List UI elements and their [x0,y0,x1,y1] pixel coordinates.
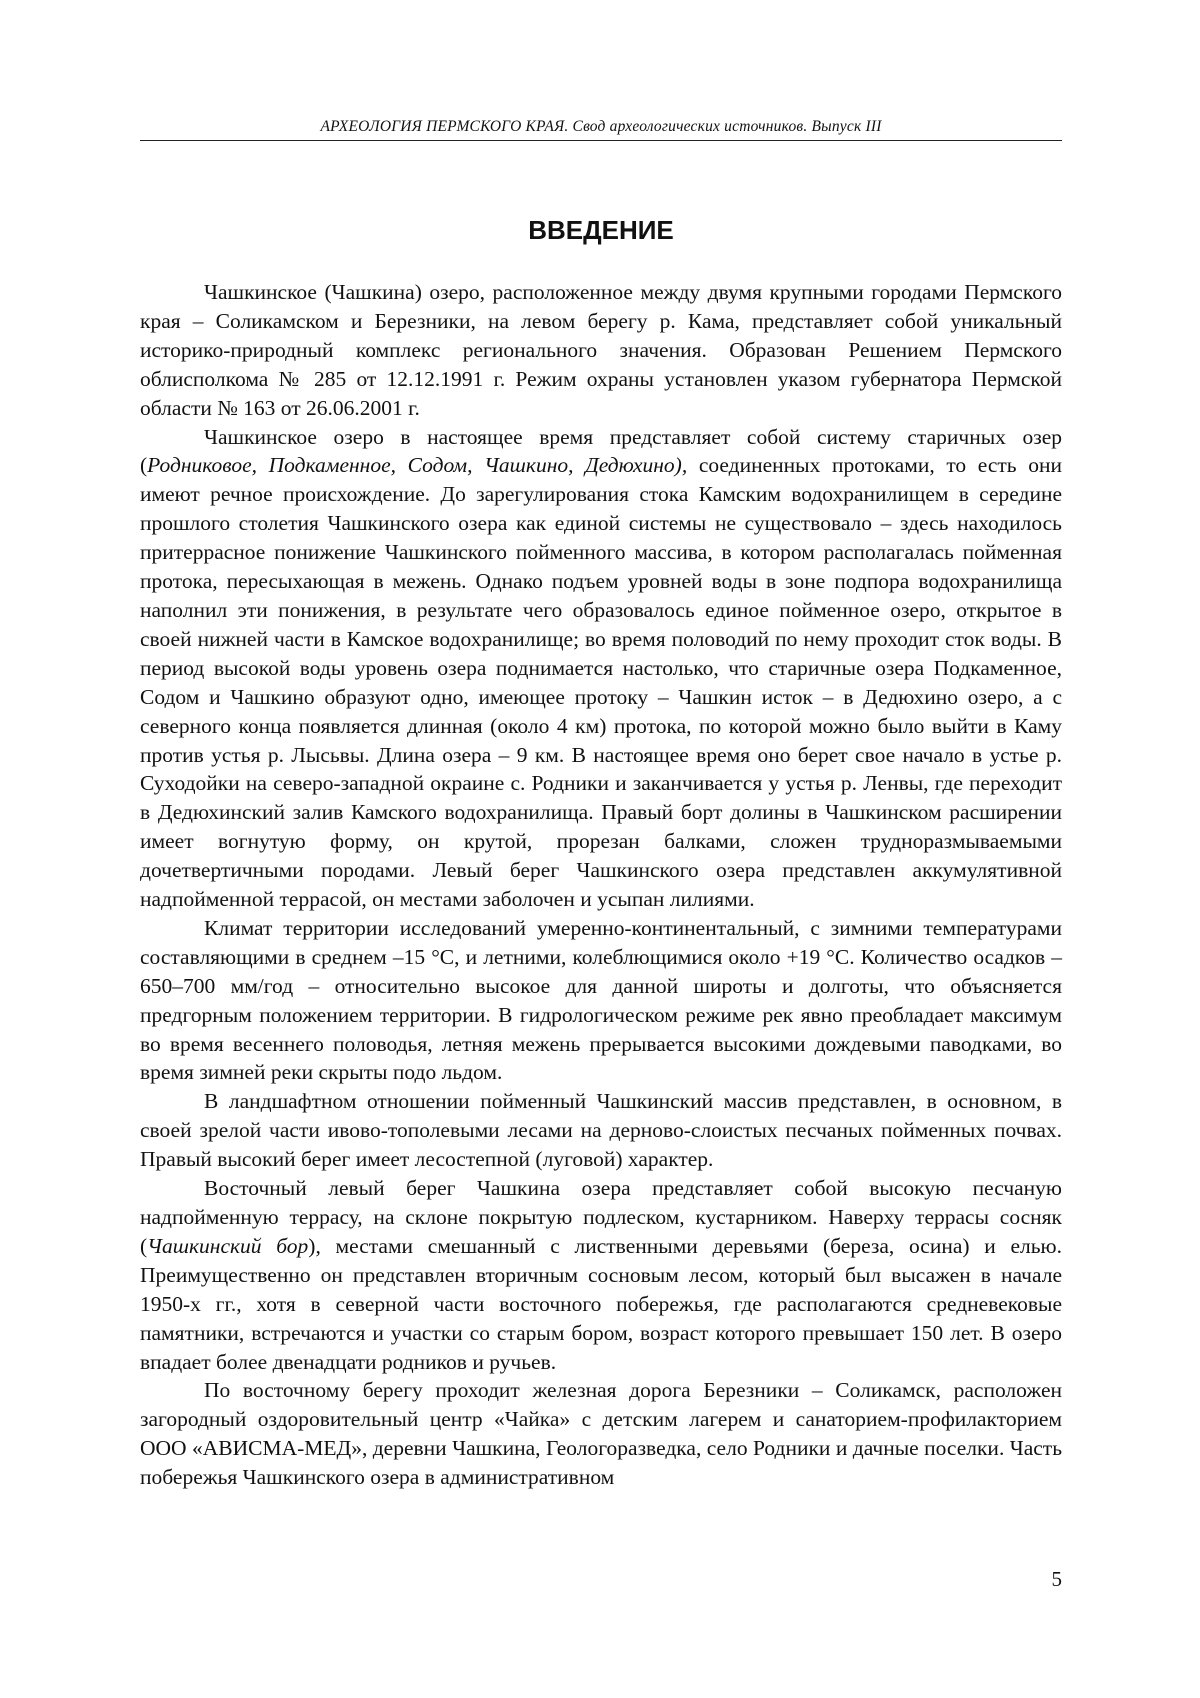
page-number: 5 [1051,1567,1062,1591]
forest-name: Чашкинский бор [147,1233,309,1258]
paragraph-text: Чашкинское озеро в настоящее время представляет собой систему старичных озер ( [140,424,1062,478]
paragraph: Климат территории исследований умеренно-континентальный, с зимними температурами составляющими в среднем –15 °С, и летними, колеблющимися около +19 °С. Количество осадков – 650–700 мм/год – относительно высокое для данной широты и долготы, что объясняется предгорным положением территории. В гидрологическом режиме рек явно преобладает максимум во время весеннего половодья, летняя межень прерывается высокими дождевыми паводками, во время зимней реки скрыты подо льдом. [140,915,1062,1085]
running-header: АРХЕОЛОГИЯ ПЕРМСКОГО КРАЯ. Свод археологических источников. Выпуск III [140,117,1062,141]
paragraph [140,1174,1062,1376]
section-title: ВВЕДЕНИЕ [528,215,674,245]
paragraph: Чашкинское (Чашкина) озеро, расположенное между двумя крупными городами Пермского края – Соликамском и Березники, на левом берегу р. Кама, представляет собой уникальный историко-природный комплекс регионального значения. Образован Решением Пермского облисполкома № 285 от 12.12.1991 г. Режим охраны установлен указом губернатора Пермской области № 163 от 26.06.2001 г. [140,280,1062,420]
body-text [140,278,1062,1492]
lake-names: Родниковое, Подкаменное, Содом, Чашкино, Дедюхино), [147,453,688,478]
paragraph-text: соединенных протоками, то есть они имеют речное происхождение. До зарегулирования стока Камским водохранилищем в середине прошлого столетия Чашкинского озера как единой системы не существовало – здесь находилось притеррасное понижение Чашкинского пойменного массива, в котором располагалась пойменная протока, пересыхающая в межень. Однако подъем уровней воды в зоне подпора водохранилища наполнил эти понижения, в результате чего образовалось единое пойменное озеро, открытое в своей нижней части в Камское водохранилище; во время половодий по нему проходит сток воды. В период высокой воды уровень озера поднимается настолько, что старичные озера Подкаменное, Содом и Чашкино образуют одно, имеющее протоку – Чашкин исток – в Дедюхино озеро, а с северного конца появляется длинная (около 4 км) протока, по которой можно было выйти в Каму против устья р. Лысьвы. Длина озера – 9 км. В настоящее время оно берет свое начало в устье р. Суходойки на северо-западной окраине с. Родники и заканчивается у устья р. Ленвы, где переходит в Дедюхинский залив Камского водохранилища. Правый борт долины в Чашкинском расширении имеет вогнутую форму, он крутой, прорезан балками, сложен трудноразмываемыми дочетвертичными породами. Левый берег Чашкинского озера представлен аккумулятивной надпойменной террасой, он местами заболочен и усыпан лилиями. [140,453,1062,912]
paragraph: В ландшафтном отношении пойменный Чашкинский массив представлен, в основном, в своей зрелой части ивово-тополевыми лесами на дерново-слоистых песчаных пойменных почвах. Правый высокий берег имеет лесостепной (луговой) характер. [140,1089,1062,1172]
paragraph: По восточному берегу проходит железная дорога Березники – Соликамск, расположен загородный оздоровительный центр «Чайка» с детским лагерем и санаторием-профилакторием ООО «АВИСМА-МЕД», деревни Чашкина, Геологоразведка, село Родники и дачные поселки. Часть побережья Чашкинского озера в административном [140,1378,1062,1490]
paragraph [140,423,1062,914]
paragraph-text: ), местами смешанный с лиственными деревьями (береза, осина) и елью. Преимущественно он представлен вторичным сосновым лесом, который был высажен в начале 1950-х гг., хотя в северной части восточного побережья, где располагаются средневековые памятники, встречаются и участки со старым бором, возраст которого превышает 150 лет. В озеро впадает более двенадцати родников и ручьев. [140,1233,1062,1374]
paragraph-text: Восточный левый берег Чашкина озера представляет собой высокую песчаную надпойменную террасу, на склоне покрытую подлеском, кустарником. Наверху террасы сосняк ( [140,1176,1062,1258]
